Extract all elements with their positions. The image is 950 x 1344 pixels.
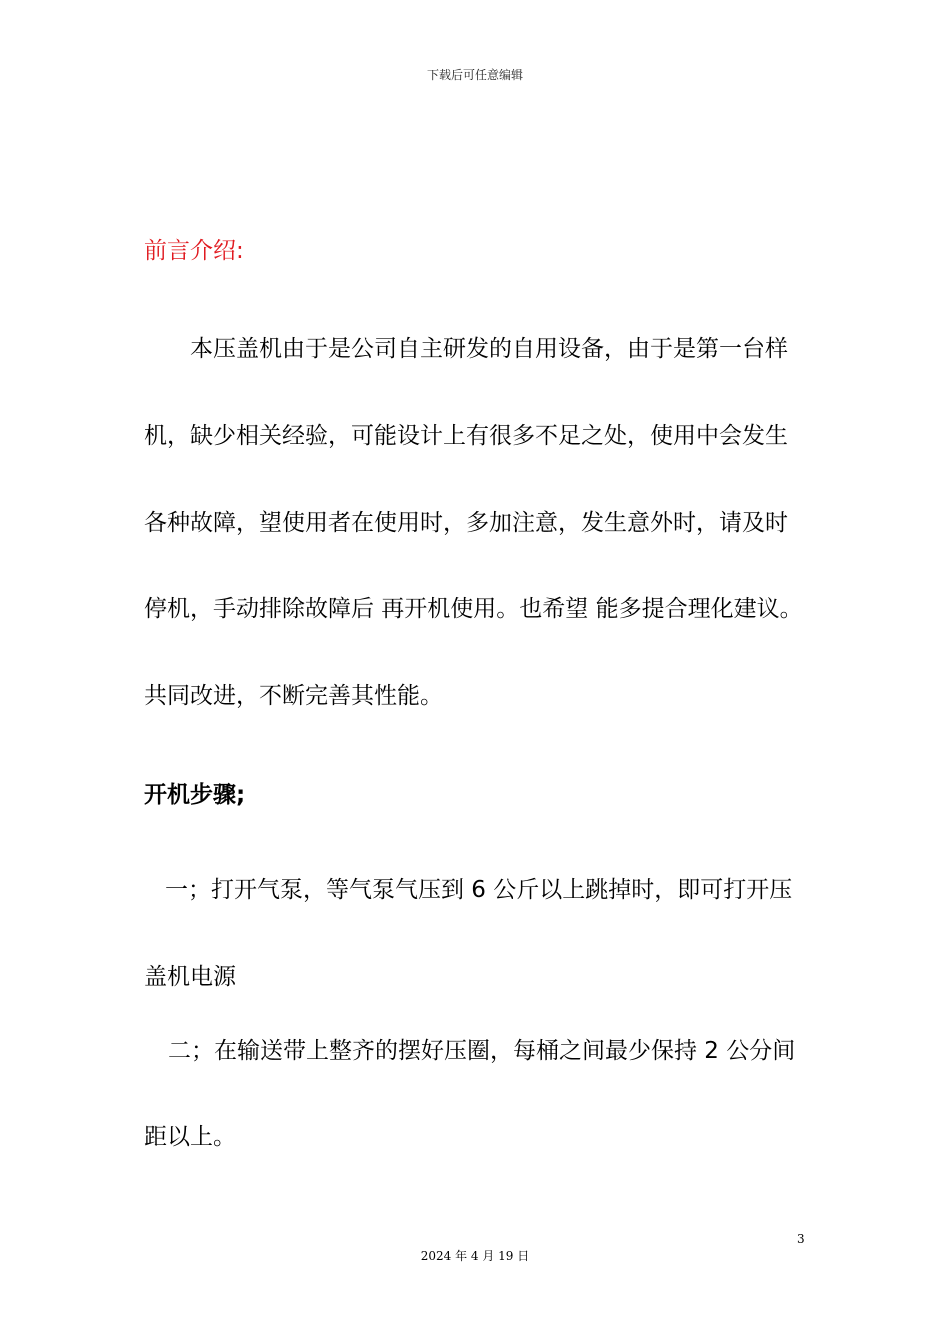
step-1-line-2: 盖机电源 xyxy=(144,964,236,990)
page-number: 3 xyxy=(797,1232,805,1246)
intro-line-2: 机，缺少相关经验，可能设计上有很多不足之处，使用中会发生 xyxy=(144,423,788,449)
steps-heading: 开机步骤; xyxy=(144,782,246,808)
intro-line-1: 本压盖机由于是公司自主研发的自用设备，由于是第一台样 xyxy=(190,336,788,362)
step-1-line-1: 一；打开气泵，等气泵气压到 6 公斤以上跳掉时，即可打开压 xyxy=(165,877,793,903)
step-2-line-2: 距以上。 xyxy=(144,1124,236,1150)
intro-line-3: 各种故障，望使用者在使用时，多加注意，发生意外时，请及时 xyxy=(144,510,788,536)
footer-date: 2024 年 4 月 19 日 xyxy=(420,1249,530,1263)
intro-heading: 前言介绍: xyxy=(144,238,244,264)
intro-line-5: 共同改进，不断完善其性能。 xyxy=(144,683,443,709)
step-2-line-1: 二；在输送带上整齐的摆好压圈，每桶之间最少保持 2 公分间 xyxy=(168,1038,796,1064)
intro-line-4: 停机，手动排除故障后 再开机使用。也希望 能多提合理化建议。 xyxy=(144,596,803,622)
header-note: 下载后可任意编辑 xyxy=(426,68,523,82)
